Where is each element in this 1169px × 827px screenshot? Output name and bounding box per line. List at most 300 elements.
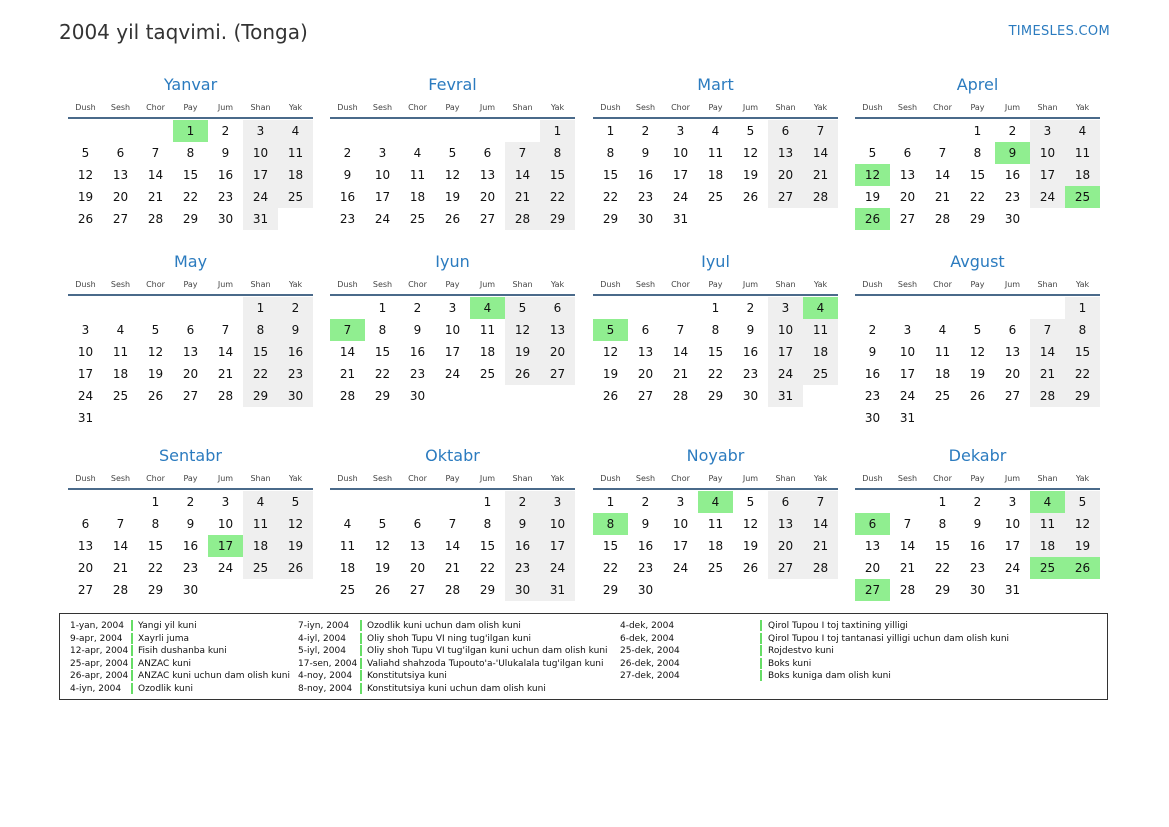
day-cell: 22 <box>934 561 951 575</box>
weekday-label: Sesh <box>897 280 918 289</box>
day-cell: 26 <box>602 389 619 403</box>
day-cell: 4 <box>278 120 313 142</box>
day-cell: 23 <box>637 190 654 204</box>
day-cell: 14 <box>339 345 356 359</box>
weekday-label: Sesh <box>897 474 918 483</box>
weekday-label: Pay <box>445 103 460 112</box>
day-cell: 29 <box>243 385 278 407</box>
weekday-header <box>593 103 838 117</box>
weekday-header <box>68 280 313 294</box>
holiday-day-cell: 8 <box>593 513 628 535</box>
legend-date: 4-iyn, 2004 <box>70 683 122 694</box>
day-cell: 11 <box>1065 142 1100 164</box>
legend-item <box>620 645 1100 657</box>
day-cell: 22 <box>147 561 164 575</box>
weekday-label: Yak <box>550 474 565 483</box>
weekday-label: Chor <box>146 474 165 483</box>
day-cell: 3 <box>448 301 457 315</box>
day-cell: 11 <box>707 146 724 160</box>
day-cell: 27 <box>182 389 199 403</box>
holiday-day-cell: 4 <box>698 491 733 513</box>
weekday-label: Shan <box>1037 474 1058 483</box>
day-cell: 31 <box>672 212 689 226</box>
day-cell: 9 <box>505 513 540 535</box>
day-cell: 28 <box>444 583 461 597</box>
weekday-label: Shan <box>512 280 533 289</box>
day-cell: 8 <box>378 323 387 337</box>
day-cell: 19 <box>278 535 313 557</box>
day-cell: 1 <box>606 495 615 509</box>
day-cell: 16 <box>864 367 881 381</box>
day-cell: 8 <box>186 146 195 160</box>
day-cell: 9 <box>186 517 195 531</box>
day-cell: 6 <box>768 491 803 513</box>
day-cell: 19 <box>1065 535 1100 557</box>
day-cell: 23 <box>742 367 759 381</box>
weekday-label: Yak <box>550 280 565 289</box>
day-cell: 17 <box>768 341 803 363</box>
day-cell: 3 <box>243 120 278 142</box>
day-cell: 9 <box>868 345 877 359</box>
day-cell: 2 <box>343 146 352 160</box>
weekday-label: Shan <box>250 474 271 483</box>
weekday-label: Pay <box>970 280 985 289</box>
day-cell: 22 <box>707 367 724 381</box>
weekday-label: Chor <box>408 474 427 483</box>
weekday-label: Sesh <box>110 474 131 483</box>
day-cell: 3 <box>378 146 387 160</box>
day-cell: 24 <box>672 561 689 575</box>
weekday-label: Dush <box>75 103 96 112</box>
day-cell: 15 <box>147 539 164 553</box>
day-cell: 29 <box>1065 385 1100 407</box>
day-cell: 30 <box>409 389 426 403</box>
day-cell: 15 <box>479 539 496 553</box>
day-cell: 10 <box>217 517 234 531</box>
day-cell: 15 <box>182 168 199 182</box>
day-cell: 9 <box>221 146 230 160</box>
header-rule <box>593 488 838 490</box>
day-cell: 27 <box>77 583 94 597</box>
weekday-label: Chor <box>671 103 690 112</box>
day-cell: 28 <box>505 208 540 230</box>
day-cell: 17 <box>540 535 575 557</box>
day-cell: 19 <box>147 367 164 381</box>
day-cell: 21 <box>112 561 129 575</box>
day-cell: 3 <box>1008 495 1017 509</box>
day-cell: 26 <box>505 363 540 385</box>
weekday-label: Chor <box>146 103 165 112</box>
day-cell: 7 <box>116 517 125 531</box>
holiday-day-cell: 25 <box>1030 557 1065 579</box>
legend-name: Yangi yil kuni <box>138 621 197 631</box>
day-cell: 10 <box>243 142 278 164</box>
day-cell: 13 <box>1004 345 1021 359</box>
day-cell: 17 <box>1004 539 1021 553</box>
month-mart <box>593 75 838 245</box>
weekday-label: Chor <box>408 280 427 289</box>
day-cell: 7 <box>1030 319 1065 341</box>
day-cell: 5 <box>505 297 540 319</box>
day-cell: 25 <box>409 212 426 226</box>
day-cell: 25 <box>803 363 838 385</box>
day-cell: 3 <box>540 491 575 513</box>
day-cell: 25 <box>707 561 724 575</box>
weekday-label: Sesh <box>372 474 393 483</box>
legend-marker <box>360 670 362 681</box>
day-cell: 20 <box>479 190 496 204</box>
month-name: Sentabr <box>159 446 222 465</box>
weekday-header <box>68 474 313 488</box>
legend-date: 6-dek, 2004 <box>620 633 675 644</box>
day-cell: 20 <box>409 561 426 575</box>
day-cell: 16 <box>217 168 234 182</box>
legend-name: Fisih dushanba kuni <box>138 646 227 656</box>
weekday-label: Pay <box>970 474 985 483</box>
day-cell: 23 <box>278 363 313 385</box>
day-cell: 9 <box>973 517 982 531</box>
day-cell: 31 <box>768 385 803 407</box>
weekday-header <box>330 103 575 117</box>
day-cell: 13 <box>768 513 803 535</box>
legend-marker <box>131 658 133 669</box>
weekday-label: Yak <box>288 103 303 112</box>
day-cell: 29 <box>479 583 496 597</box>
month-sentabr <box>68 446 313 616</box>
day-cell: 30 <box>217 212 234 226</box>
day-cell: 30 <box>864 411 881 425</box>
day-cell: 16 <box>182 539 199 553</box>
day-cell: 29 <box>147 583 164 597</box>
day-cell: 14 <box>803 142 838 164</box>
day-cell: 17 <box>77 367 94 381</box>
day-cell: 28 <box>672 389 689 403</box>
day-cell: 14 <box>934 168 951 182</box>
weekday-label: Yak <box>813 474 828 483</box>
day-cell: 14 <box>899 539 916 553</box>
day-cell: 11 <box>339 539 356 553</box>
weekday-label: Dush <box>600 474 621 483</box>
month-name: Iyul <box>701 252 730 271</box>
day-cell: 23 <box>505 557 540 579</box>
weekday-label: Shan <box>250 103 271 112</box>
day-cell: 12 <box>602 345 619 359</box>
month-name: Iyun <box>435 252 470 271</box>
day-cell: 1 <box>483 495 492 509</box>
weekday-label: Jum <box>217 474 234 483</box>
day-cell: 15 <box>540 164 575 186</box>
weekday-label: Sesh <box>110 103 131 112</box>
weekday-label: Pay <box>708 103 723 112</box>
weekday-label: Shan <box>1037 280 1058 289</box>
day-cell: 15 <box>934 539 951 553</box>
day-cell: 24 <box>444 367 461 381</box>
weekday-label: Pay <box>183 474 198 483</box>
day-cell: 22 <box>374 367 391 381</box>
day-cell: 4 <box>116 323 125 337</box>
day-cell: 6 <box>903 146 912 160</box>
weekday-label: Dush <box>75 474 96 483</box>
site-link[interactable]: TIMESLES.COM <box>1008 24 1110 39</box>
day-cell: 1 <box>973 124 982 138</box>
day-cell: 3 <box>81 323 90 337</box>
day-cell: 3 <box>676 124 685 138</box>
weekday-label: Yak <box>1075 280 1090 289</box>
day-cell: 13 <box>77 539 94 553</box>
day-cell: 29 <box>969 212 986 226</box>
day-cell: 19 <box>969 367 986 381</box>
day-cell: 28 <box>339 389 356 403</box>
day-cell: 18 <box>1065 164 1100 186</box>
holiday-day-cell: 5 <box>593 319 628 341</box>
day-cell: 7 <box>505 142 540 164</box>
month-iyun <box>330 252 575 422</box>
day-cell: 16 <box>742 345 759 359</box>
day-cell: 25 <box>934 389 951 403</box>
day-cell: 24 <box>374 212 391 226</box>
legend-date: 4-dek, 2004 <box>620 621 675 631</box>
day-cell: 14 <box>444 539 461 553</box>
weekday-label: Shan <box>250 280 271 289</box>
legend-name: ANZAC kuni uchun dam olish kuni <box>138 671 290 681</box>
day-cell: 22 <box>602 561 619 575</box>
day-cell: 10 <box>768 319 803 341</box>
day-cell: 18 <box>339 561 356 575</box>
day-cell: 21 <box>339 367 356 381</box>
holiday-day-cell: 26 <box>855 208 890 230</box>
day-cell: 23 <box>969 561 986 575</box>
day-cell: 2 <box>186 495 195 509</box>
day-cell: 27 <box>540 363 575 385</box>
legend-date: 9-apr, 2004 <box>70 633 123 644</box>
header-rule <box>593 117 838 119</box>
header-rule <box>68 294 313 296</box>
day-cell: 12 <box>77 168 94 182</box>
day-cell: 20 <box>112 190 129 204</box>
holiday-day-cell: 4 <box>470 297 505 319</box>
legend-name: Rojdestvo kuni <box>768 646 834 656</box>
month-name: Noyabr <box>686 446 745 465</box>
legend-date: 4-noy, 2004 <box>298 671 353 681</box>
day-cell: 15 <box>602 539 619 553</box>
day-cell: 4 <box>711 124 720 138</box>
day-cell: 14 <box>672 345 689 359</box>
legend-date: 4-iyl, 2004 <box>298 633 346 644</box>
month-oktabr <box>330 446 575 616</box>
day-cell: 12 <box>147 345 164 359</box>
day-cell: 19 <box>374 561 391 575</box>
day-cell: 26 <box>147 389 164 403</box>
day-cell: 25 <box>278 186 313 208</box>
day-cell: 21 <box>934 190 951 204</box>
day-cell: 17 <box>1030 164 1065 186</box>
weekday-label: Shan <box>512 103 533 112</box>
day-cell: 2 <box>868 323 877 337</box>
day-cell: 8 <box>938 517 947 531</box>
day-cell: 7 <box>151 146 160 160</box>
day-cell: 14 <box>505 164 540 186</box>
day-cell: 17 <box>374 190 391 204</box>
month-aprel <box>855 75 1100 245</box>
day-cell: 24 <box>243 186 278 208</box>
day-cell: 1 <box>606 124 615 138</box>
day-cell: 21 <box>803 164 838 186</box>
day-cell: 13 <box>899 168 916 182</box>
legend-marker <box>131 620 133 631</box>
day-cell: 11 <box>1030 513 1065 535</box>
weekday-label: Dush <box>600 103 621 112</box>
day-cell: 21 <box>1030 363 1065 385</box>
day-cell: 19 <box>77 190 94 204</box>
day-cell: 1 <box>151 495 160 509</box>
day-cell: 11 <box>803 319 838 341</box>
holiday-day-cell: 26 <box>1065 557 1100 579</box>
day-cell: 7 <box>676 323 685 337</box>
weekday-label: Dush <box>337 103 358 112</box>
day-cell: 15 <box>374 345 391 359</box>
legend-date: 25-apr, 2004 <box>70 658 129 669</box>
day-cell: 8 <box>540 142 575 164</box>
day-cell: 16 <box>278 341 313 363</box>
day-cell: 23 <box>182 561 199 575</box>
weekday-label: Sesh <box>635 474 656 483</box>
day-cell: 31 <box>540 579 575 601</box>
weekday-label: Jum <box>742 280 759 289</box>
day-cell: 23 <box>864 389 881 403</box>
day-cell: 25 <box>707 190 724 204</box>
holiday-day-cell: 7 <box>330 319 365 341</box>
day-cell: 30 <box>505 579 540 601</box>
weekday-label: Chor <box>408 103 427 112</box>
day-cell: 21 <box>147 190 164 204</box>
day-cell: 19 <box>444 190 461 204</box>
header-rule <box>68 488 313 490</box>
day-cell: 19 <box>864 190 881 204</box>
legend-marker <box>760 645 762 656</box>
weekday-label: Jum <box>742 474 759 483</box>
day-cell: 6 <box>186 323 195 337</box>
weekday-label: Dush <box>337 474 358 483</box>
day-cell: 18 <box>243 535 278 557</box>
day-cell: 22 <box>602 190 619 204</box>
day-cell: 28 <box>934 212 951 226</box>
day-cell: 24 <box>77 389 94 403</box>
legend-name: Valiahd shahzoda Tupouto'a-'Ulukalala tug'ilgan kuni <box>367 658 604 669</box>
weekday-label: Chor <box>933 474 952 483</box>
day-cell: 13 <box>768 142 803 164</box>
weekday-label: Jum <box>1004 474 1021 483</box>
month-name: Yanvar <box>163 75 218 94</box>
weekday-label: Dush <box>862 474 883 483</box>
header-rule <box>330 117 575 119</box>
day-cell: 28 <box>112 583 129 597</box>
day-cell: 9 <box>343 168 352 182</box>
weekday-label: Yak <box>550 103 565 112</box>
weekday-label: Chor <box>671 280 690 289</box>
day-cell: 18 <box>707 539 724 553</box>
day-cell: 23 <box>409 367 426 381</box>
day-cell: 28 <box>1030 385 1065 407</box>
legend-marker <box>131 645 133 656</box>
weekday-label: Yak <box>813 280 828 289</box>
day-cell: 14 <box>1030 341 1065 363</box>
day-cell: 7 <box>803 491 838 513</box>
weekday-label: Sesh <box>635 103 656 112</box>
day-cell: 8 <box>243 319 278 341</box>
day-cell: 27 <box>899 212 916 226</box>
day-cell: 10 <box>444 323 461 337</box>
day-cell: 29 <box>182 212 199 226</box>
day-cell: 27 <box>768 186 803 208</box>
day-cell: 1 <box>1065 297 1100 319</box>
day-cell: 11 <box>112 345 129 359</box>
day-cell: 3 <box>903 323 912 337</box>
day-cell: 19 <box>742 539 759 553</box>
legend-name: Oliy shoh Tupu VI ning tug'ilgan kuni <box>367 633 532 644</box>
day-cell: 6 <box>483 146 492 160</box>
day-cell: 6 <box>540 297 575 319</box>
day-cell: 3 <box>676 495 685 509</box>
day-cell: 19 <box>602 367 619 381</box>
header-rule <box>855 294 1100 296</box>
day-cell: 31 <box>1004 583 1021 597</box>
day-cell: 29 <box>707 389 724 403</box>
legend-name: Konstitutsiya kuni <box>367 671 447 681</box>
weekday-label: Chor <box>933 103 952 112</box>
day-cell: 2 <box>641 124 650 138</box>
day-cell: 9 <box>641 146 650 160</box>
day-cell: 18 <box>409 190 426 204</box>
day-cell: 14 <box>147 168 164 182</box>
day-cell: 12 <box>969 345 986 359</box>
day-cell: 5 <box>448 146 457 160</box>
page-title: 2004 yil taqvimi. (Tonga) <box>59 20 308 44</box>
holiday-day-cell: 4 <box>1030 491 1065 513</box>
day-cell: 12 <box>742 146 759 160</box>
weekday-label: Dush <box>75 280 96 289</box>
weekday-header <box>68 103 313 117</box>
day-cell: 11 <box>278 142 313 164</box>
day-cell: 16 <box>409 345 426 359</box>
day-cell: 14 <box>112 539 129 553</box>
day-cell: 29 <box>602 212 619 226</box>
weekday-header <box>855 474 1100 488</box>
weekday-label: Shan <box>775 280 796 289</box>
day-cell: 11 <box>479 323 496 337</box>
header-rule <box>68 117 313 119</box>
day-cell: 17 <box>444 345 461 359</box>
day-cell: 13 <box>479 168 496 182</box>
day-cell: 5 <box>378 517 387 531</box>
day-cell: 20 <box>768 164 803 186</box>
day-cell: 5 <box>151 323 160 337</box>
day-cell: 30 <box>278 385 313 407</box>
day-cell: 28 <box>803 186 838 208</box>
day-cell: 10 <box>540 513 575 535</box>
day-cell: 11 <box>934 345 951 359</box>
weekday-label: Pay <box>708 474 723 483</box>
header-rule <box>855 117 1100 119</box>
day-cell: 24 <box>1030 186 1065 208</box>
day-cell: 27 <box>479 212 496 226</box>
month-yanvar <box>68 75 313 245</box>
day-cell: 1 <box>540 120 575 142</box>
day-cell: 11 <box>707 517 724 531</box>
weekday-label: Sesh <box>372 280 393 289</box>
day-cell: 13 <box>540 319 575 341</box>
day-cell: 4 <box>1065 120 1100 142</box>
day-cell: 22 <box>243 363 278 385</box>
